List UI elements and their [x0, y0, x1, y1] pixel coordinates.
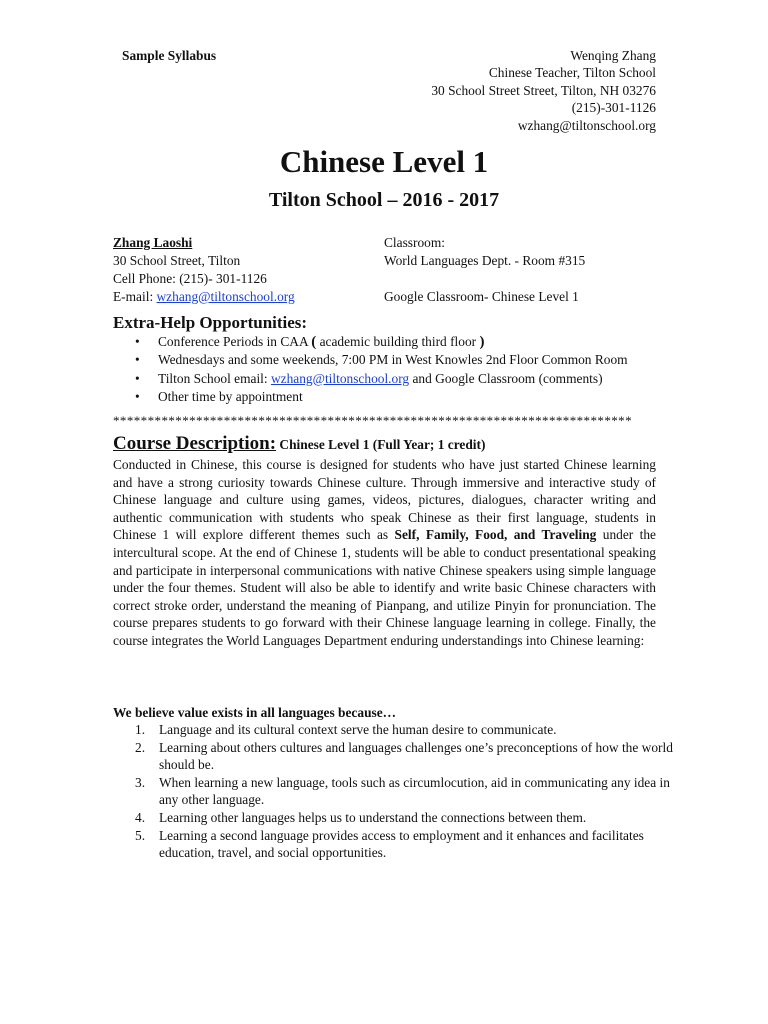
- author-name: Wenqing Zhang: [570, 48, 656, 63]
- email-label: E-mail:: [113, 289, 157, 304]
- classroom-label: Classroom:: [384, 235, 446, 250]
- author-phone: (215)-301-1126: [571, 100, 656, 116]
- list-item: 2. Learning about others cultures and languages challenges one’s preconceptions of how the world should be.: [135, 739, 673, 773]
- extra-help-heading: Extra-Help Opportunities:: [113, 313, 308, 332]
- classroom-info: [384, 234, 585, 306]
- classroom-room: World Languages Dept. - Room #315: [384, 253, 586, 268]
- divider: ***************************************************************************: [113, 413, 632, 428]
- google-classroom: Google Classroom- Chinese Level 1: [384, 289, 579, 304]
- themes: Self, Family, Food, and Traveling: [394, 527, 597, 543]
- list-item: • Conference Periods in CAA ( academic building third floor ): [113, 333, 673, 351]
- course-description-heading: [113, 432, 485, 457]
- teacher-name: Zhang Laoshi: [113, 235, 193, 250]
- sample-syllabus-label: Sample Syllabus: [122, 48, 217, 63]
- list-item: • Other time by appointment: [113, 388, 673, 406]
- course-description-text: Conducted in Chinese, this course is designed for students who have just started Chinese learning and have a strong curiosity towards Chinese culture. Through immersive and interactive study of Chinese language and culture using games, videos, pictures, dialogues, character writing and authentic communication with students who speak Chinese as their first language, students in Chinese 1 will explore different themes such as Self, Family, Food, and Traveling under the intercultural scope. At the end of Chinese 1, students will be able to conduct presentational speaking and participate in interpersonal communications with native Chinese speakers using simple language under the four themes. Student will also be able to identify and write basic Chinese characters with correct stroke order, understand the meaning of Pianpang, and utilize Pinyin for pronunciation. The course prepares students to go forward with their Chinese language learning in college. Finally, the course integrates the World Languages Department enduring understandings into Chinese learning:: [113, 457, 656, 648]
- author-email: wzhang@tiltonschool.org: [517, 117, 656, 133]
- belief-list: [113, 721, 673, 862]
- list-item: • Tilton School email: wzhang@tiltonschool.org and Google Classroom (comments): [113, 370, 673, 388]
- author-block: [431, 47, 656, 134]
- extra-help-list: [113, 333, 673, 407]
- email-link[interactable]: wzhang@tiltonschool.org: [270, 370, 410, 386]
- list-item: • Wednesdays and some weekends, 7:00 PM in West Knowles 2nd Floor Common Room: [113, 351, 673, 369]
- list-item: 3. When learning a new language, tools such as circumlocution, aid in communicating any idea in any other language.: [135, 774, 670, 808]
- list-item: 1. Language and its cultural context serve the human desire to communicate.: [135, 722, 557, 737]
- teacher-contact: [113, 234, 295, 306]
- email-link[interactable]: wzhang@tiltonschool.org: [156, 289, 295, 304]
- list-item: 4. Learning other languages helps us to understand the connections between them.: [135, 809, 587, 825]
- teacher-phone: Cell Phone: (215)- 301-1126: [113, 271, 267, 286]
- author-address: 30 School Street Street, Tilton, NH 03276: [431, 82, 656, 98]
- teacher-address: 30 School Street, Tilton: [113, 253, 241, 268]
- list-item: 5. Learning a second language provides access to employment and it enhances and facilitates education, travel, and social opportunities.: [135, 827, 644, 861]
- course-title: Chinese Level 1: [279, 144, 489, 179]
- course-description-subtitle: Chinese Level 1 (Full Year; 1 credit): [276, 437, 486, 452]
- author-role: Chinese Teacher, Tilton School: [488, 65, 656, 81]
- belief-heading: We believe value exists in all languages because…: [113, 705, 397, 720]
- teacher-email-line: [113, 288, 295, 306]
- course-subtitle: Tilton School – 2016 - 2017: [268, 189, 500, 211]
- course-description-title: Course Description:: [113, 433, 277, 454]
